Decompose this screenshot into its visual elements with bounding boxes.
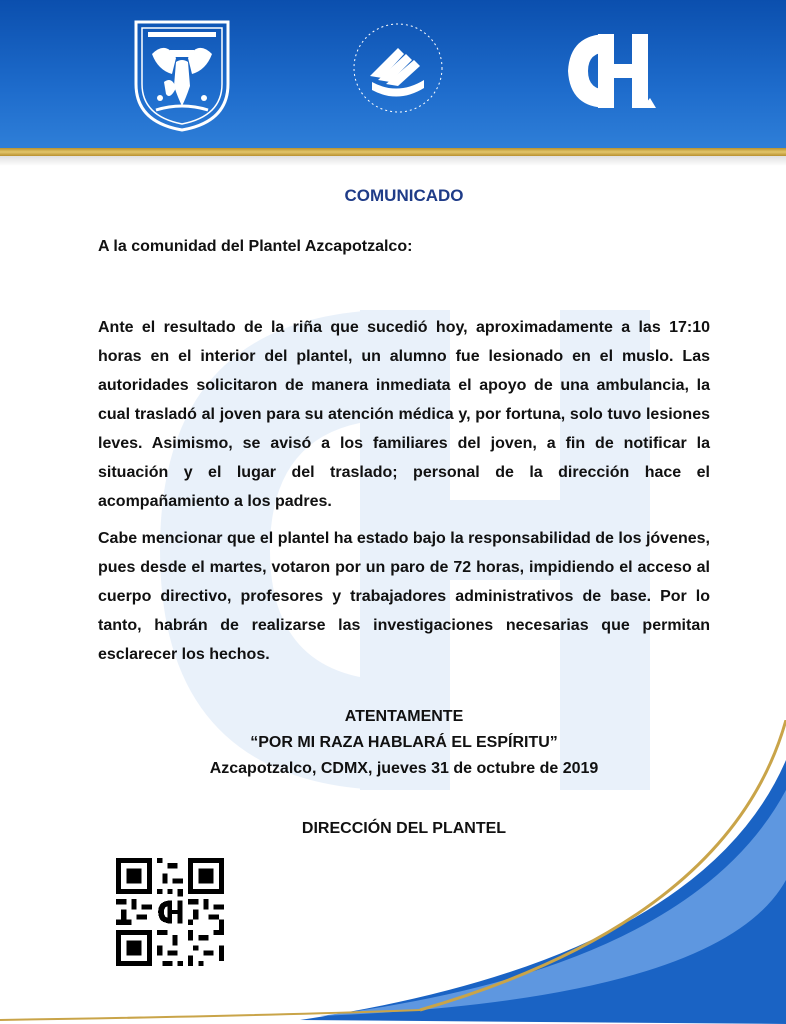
greeting: A la comunidad del Plantel Azcapotzalco: (98, 238, 413, 255)
header-shadow (0, 156, 786, 166)
closing-block (98, 704, 710, 782)
cch-book-icon (348, 18, 448, 118)
document-title: COMUNICADO (344, 186, 464, 205)
closing-line-2: “POR MI RAZA HABLARÁ EL ESPÍRITU” (250, 734, 558, 751)
signature: DIRECCIÓN DEL PLANTEL (301, 820, 507, 837)
paragraph-2: Cabe mencionar que el plantel ha estado bajo la responsabilidad de los jóvenes, pues desde el martes, votaron por un paro de 72 horas, impidiendo el acceso al cuerpo directivo, profesores y trabajadores administrativos de base. Por lo tanto, habrán de realizarse las investigaciones necesarias que permitan esclarecer los hechos. (98, 530, 710, 663)
qr-code-icon (116, 858, 224, 966)
closing-line-3: Azcapotzalco, CDMX, jueves 31 de octubre de 2019 (209, 760, 599, 777)
ch-monogram-icon (560, 28, 660, 114)
header-gold-stripe (0, 148, 786, 156)
closing-line-1: ATENTAMENTE (344, 708, 464, 725)
paragraph-1: Ante el resultado de la riña que sucedió hoy, aproximadamente a las 17:10 horas en el interior del plantel, un alumno fue lesionado en el muslo. Las autoridades solicitaron de manera inmediata el apoyo de una ambulancia, la cual trasladó al joven para su atención médica y, por fortuna, solo tuvo lesiones leves. Asimismo, se avisó a los familiares del joven, a fin de notificar la situación y el lugar del traslado; personal de la dirección hace el acompañamiento a los padres. (98, 319, 710, 510)
unam-seal-icon (126, 14, 238, 132)
